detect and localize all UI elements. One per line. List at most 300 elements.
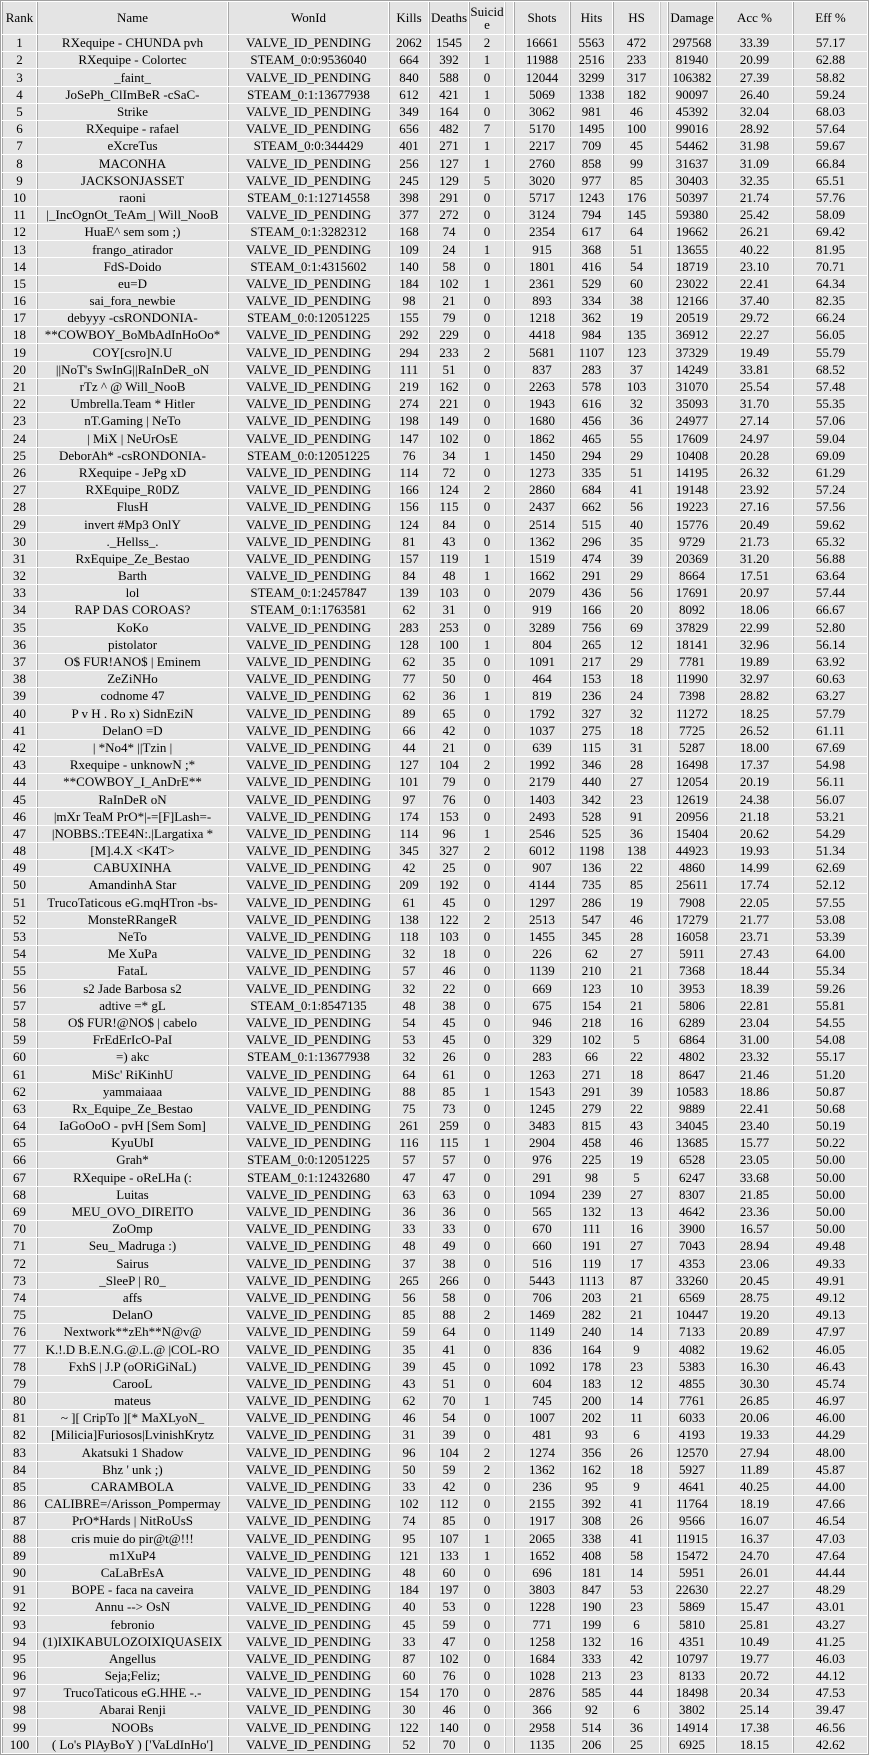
deaths-cell: 85 [429, 1513, 468, 1529]
damage-cell: 10447 [668, 1307, 715, 1323]
deaths-cell: 119 [429, 551, 468, 567]
table-row [2, 1479, 867, 1495]
efficiency-cell: 44.12 [793, 1668, 867, 1684]
shots-cell: 1297 [514, 894, 569, 910]
kills-cell: 60 [389, 1668, 428, 1684]
shots-cell: 819 [514, 688, 569, 704]
efficiency-cell: 66.24 [793, 310, 867, 326]
column-spacer [505, 448, 513, 464]
kills-cell: 42 [389, 860, 428, 876]
damage-cell: 16058 [668, 929, 715, 945]
suicide-cell: 2 [469, 1307, 504, 1323]
column-header-efficiency[interactable]: Eff % [793, 2, 867, 34]
efficiency-cell: 50.87 [793, 1083, 867, 1099]
hs-cell: 21 [613, 998, 659, 1014]
name-cell: ZeZiNHo [37, 671, 227, 687]
name-cell: ~ ][ CripTo ][* MaXLyoN_ [37, 1410, 227, 1426]
kills-cell: 50 [389, 1462, 428, 1478]
column-spacer [505, 35, 513, 51]
suicide-cell: 1 [469, 688, 504, 704]
hs-cell: 43 [613, 1118, 659, 1134]
name-cell: MiSc' RiKinhU [37, 1066, 227, 1082]
hits-cell: 984 [570, 327, 612, 343]
wonid-cell: VALVE_ID_PENDING [228, 1427, 388, 1443]
wonid-cell: VALVE_ID_PENDING [228, 946, 388, 962]
kills-cell: 98 [389, 293, 428, 309]
column-spacer [505, 1685, 513, 1701]
rank-cell: 12 [2, 224, 36, 240]
hits-cell: 191 [570, 1238, 612, 1254]
suicide-cell: 1 [469, 155, 504, 171]
suicide-cell: 2 [469, 35, 504, 51]
shots-cell: 226 [514, 946, 569, 962]
efficiency-cell: 47.53 [793, 1685, 867, 1701]
rank-cell: 18 [2, 327, 36, 343]
column-spacer [505, 379, 513, 395]
damage-cell: 16498 [668, 757, 715, 773]
rank-cell: 69 [2, 1204, 36, 1220]
deaths-cell: 64 [429, 1324, 468, 1340]
name-cell: Umbrella.Team * Hitler [37, 396, 227, 412]
wonid-cell: VALVE_ID_PENDING [228, 791, 388, 807]
efficiency-cell: 50.00 [793, 1152, 867, 1168]
column-spacer [660, 791, 667, 807]
wonid-cell: STEAM_0:0:12051225 [228, 310, 388, 326]
kills-cell: 39 [389, 1358, 428, 1374]
suicide-cell: 1 [469, 1135, 504, 1151]
name-cell: [Milicia]Furiosos|LvinishKrytz [37, 1427, 227, 1443]
accuracy-cell: 22.05 [716, 894, 792, 910]
hits-cell: 98 [570, 1169, 612, 1185]
column-header-damage[interactable]: Damage [668, 2, 715, 34]
hits-cell: 123 [570, 980, 612, 996]
damage-cell: 14195 [668, 465, 715, 481]
accuracy-cell: 18.25 [716, 705, 792, 721]
shots-cell: 2546 [514, 826, 569, 842]
name-cell: JACKSONJASSET [37, 173, 227, 189]
kills-cell: 138 [389, 912, 428, 928]
hs-cell: 23 [613, 791, 659, 807]
accuracy-cell: 37.40 [716, 293, 792, 309]
column-spacer [660, 104, 667, 120]
suicide-cell: 1 [469, 1530, 504, 1546]
deaths-cell: 482 [429, 121, 468, 137]
wonid-cell: VALVE_ID_PENDING [228, 826, 388, 842]
hits-cell: 362 [570, 310, 612, 326]
rank-cell: 75 [2, 1307, 36, 1323]
hits-cell: 132 [570, 1204, 612, 1220]
column-spacer [505, 1152, 513, 1168]
suicide-cell: 0 [469, 671, 504, 687]
efficiency-cell: 56.88 [793, 551, 867, 567]
hs-cell: 317 [613, 69, 659, 85]
kills-cell: 32 [389, 946, 428, 962]
damage-cell: 8647 [668, 1066, 715, 1082]
name-cell: Rx_Equipe_Ze_Bestao [37, 1101, 227, 1117]
table-row [2, 723, 867, 739]
hs-cell: 45 [613, 138, 659, 154]
column-spacer [505, 69, 513, 85]
hits-cell: 239 [570, 1187, 612, 1203]
table-row [2, 894, 867, 910]
deaths-cell: 84 [429, 516, 468, 532]
damage-cell: 11990 [668, 671, 715, 687]
accuracy-cell: 19.20 [716, 1307, 792, 1323]
wonid-cell: VALVE_ID_PENDING [228, 551, 388, 567]
deaths-cell: 107 [429, 1530, 468, 1546]
column-header-hs[interactable]: HS [613, 2, 659, 34]
hits-cell: 368 [570, 241, 612, 257]
kills-cell: 349 [389, 104, 428, 120]
suicide-cell: 0 [469, 808, 504, 824]
column-spacer [505, 740, 513, 756]
hits-cell: 847 [570, 1582, 612, 1598]
hits-cell: 514 [570, 1719, 612, 1735]
hits-cell: 977 [570, 173, 612, 189]
name-cell: ( Lo's PlAyBoY ) ['VaLdInHo'] [37, 1737, 227, 1753]
deaths-cell: 70 [429, 1737, 468, 1753]
wonid-cell: VALVE_ID_PENDING [228, 173, 388, 189]
hits-cell: 327 [570, 705, 612, 721]
rank-cell: 93 [2, 1616, 36, 1632]
wonid-cell: VALVE_ID_PENDING [228, 774, 388, 790]
accuracy-cell: 23.40 [716, 1118, 792, 1134]
damage-cell: 20519 [668, 310, 715, 326]
table-row [2, 1376, 867, 1392]
column-spacer [660, 35, 667, 51]
wonid-cell: STEAM_0:1:12714558 [228, 190, 388, 206]
wonid-cell: VALVE_ID_PENDING [228, 1221, 388, 1237]
accuracy-cell: 18.15 [716, 1737, 792, 1753]
hits-cell: 333 [570, 1651, 612, 1667]
column-spacer [660, 241, 667, 257]
column-spacer [660, 980, 667, 996]
damage-cell: 9566 [668, 1513, 715, 1529]
suicide-cell: 1 [469, 1083, 504, 1099]
column-header-name[interactable]: Name [37, 2, 227, 34]
deaths-cell: 421 [429, 87, 468, 103]
hs-cell: 9 [613, 1479, 659, 1495]
wonid-cell: VALVE_ID_PENDING [228, 344, 388, 360]
shots-cell: 1519 [514, 551, 569, 567]
table-row [2, 1255, 867, 1271]
wonid-cell: VALVE_ID_PENDING [228, 1118, 388, 1134]
table-row [2, 551, 867, 567]
shots-cell: 1218 [514, 310, 569, 326]
name-cell: TrucoTaticous eG.HHE -.- [37, 1685, 227, 1701]
deaths-cell: 79 [429, 774, 468, 790]
wonid-cell: VALVE_ID_PENDING [228, 637, 388, 653]
shots-cell: 1943 [514, 396, 569, 412]
column-spacer [660, 1221, 667, 1237]
column-spacer [660, 619, 667, 635]
suicide-cell: 0 [469, 791, 504, 807]
hits-cell: 2516 [570, 52, 612, 68]
shots-cell: 604 [514, 1376, 569, 1392]
column-header-shots[interactable]: Shots [514, 2, 569, 34]
efficiency-cell: 44.44 [793, 1565, 867, 1581]
table-row [2, 1169, 867, 1185]
hits-cell: 166 [570, 602, 612, 618]
table-row [2, 1341, 867, 1357]
column-spacer [660, 1719, 667, 1735]
rank-cell: 60 [2, 1049, 36, 1065]
column-header-accuracy[interactable]: Acc % [716, 2, 792, 34]
shots-cell: 1684 [514, 1651, 569, 1667]
column-spacer [660, 1290, 667, 1306]
efficiency-cell: 68.52 [793, 362, 867, 378]
efficiency-cell: 59.62 [793, 516, 867, 532]
hits-cell: 346 [570, 757, 612, 773]
damage-cell: 8664 [668, 568, 715, 584]
efficiency-cell: 46.03 [793, 1651, 867, 1667]
wonid-cell: VALVE_ID_PENDING [228, 740, 388, 756]
efficiency-cell: 46.05 [793, 1341, 867, 1357]
kills-cell: 114 [389, 465, 428, 481]
hits-cell: 458 [570, 1135, 612, 1151]
column-spacer [660, 1187, 667, 1203]
suicide-cell: 0 [469, 1341, 504, 1357]
damage-cell: 3802 [668, 1702, 715, 1718]
accuracy-cell: 26.52 [716, 723, 792, 739]
rank-cell: 35 [2, 619, 36, 635]
deaths-cell: 39 [429, 1427, 468, 1443]
suicide-cell: 0 [469, 1255, 504, 1271]
accuracy-cell: 21.74 [716, 190, 792, 206]
accuracy-cell: 11.89 [716, 1462, 792, 1478]
rank-cell: 22 [2, 396, 36, 412]
efficiency-cell: 54.29 [793, 826, 867, 842]
suicide-cell: 0 [469, 1066, 504, 1082]
damage-cell: 4353 [668, 1255, 715, 1271]
efficiency-cell: 53.39 [793, 929, 867, 945]
kills-cell: 398 [389, 190, 428, 206]
hs-cell: 28 [613, 757, 659, 773]
efficiency-cell: 57.24 [793, 482, 867, 498]
column-spacer [660, 1238, 667, 1254]
column-header-kills[interactable]: Kills [389, 2, 428, 34]
damage-cell: 8307 [668, 1187, 715, 1203]
damage-cell: 4641 [668, 1479, 715, 1495]
column-spacer [660, 1015, 667, 1031]
suicide-cell: 0 [469, 190, 504, 206]
hs-cell: 31 [613, 740, 659, 756]
column-spacer [660, 52, 667, 68]
hs-cell: 46 [613, 1135, 659, 1151]
shots-cell: 670 [514, 1221, 569, 1237]
name-cell: rTz ^ @ Will_NooB [37, 379, 227, 395]
column-spacer [660, 1376, 667, 1392]
table-row [2, 929, 867, 945]
damage-cell: 9729 [668, 533, 715, 549]
rank-cell: 65 [2, 1135, 36, 1151]
shots-cell: 2876 [514, 1685, 569, 1701]
efficiency-cell: 50.00 [793, 1204, 867, 1220]
suicide-cell: 0 [469, 430, 504, 446]
kills-cell: 62 [389, 688, 428, 704]
hs-cell: 145 [613, 207, 659, 223]
column-spacer [505, 516, 513, 532]
efficiency-cell: 47.97 [793, 1324, 867, 1340]
column-spacer [505, 1118, 513, 1134]
table-row [2, 1651, 867, 1667]
hs-cell: 135 [613, 327, 659, 343]
wonid-cell: VALVE_ID_PENDING [228, 35, 388, 51]
hs-cell: 18 [613, 1066, 659, 1082]
kills-cell: 198 [389, 413, 428, 429]
shots-cell: 1652 [514, 1548, 569, 1564]
wonid-cell: VALVE_ID_PENDING [228, 516, 388, 532]
efficiency-cell: 50.00 [793, 1187, 867, 1203]
table-row [2, 980, 867, 996]
rank-cell: 38 [2, 671, 36, 687]
kills-cell: 48 [389, 1238, 428, 1254]
wonid-cell: VALVE_ID_PENDING [228, 1101, 388, 1117]
suicide-cell: 0 [469, 1685, 504, 1701]
hs-cell: 39 [613, 1083, 659, 1099]
name-cell: DelanO =D [37, 723, 227, 739]
table-row [2, 448, 867, 464]
damage-cell: 10797 [668, 1651, 715, 1667]
name-cell: invert #Mp3 OnlY [37, 516, 227, 532]
damage-cell: 30403 [668, 173, 715, 189]
kills-cell: 109 [389, 241, 428, 257]
kills-cell: 140 [389, 258, 428, 274]
kills-cell: 256 [389, 155, 428, 171]
deaths-cell: 72 [429, 465, 468, 481]
shots-cell: 1228 [514, 1599, 569, 1615]
hits-cell: 183 [570, 1376, 612, 1392]
rank-cell: 33 [2, 585, 36, 601]
deaths-cell: 272 [429, 207, 468, 223]
table-row [2, 1307, 867, 1323]
name-cell: m1XuP4 [37, 1548, 227, 1564]
column-spacer [505, 619, 513, 635]
suicide-cell: 1 [469, 1393, 504, 1409]
column-header-deaths[interactable]: Deaths [429, 2, 468, 34]
shots-cell: 464 [514, 671, 569, 687]
damage-cell: 31637 [668, 155, 715, 171]
name-cell: RaInDeR oN [37, 791, 227, 807]
kills-cell: 74 [389, 1513, 428, 1529]
column-spacer [660, 774, 667, 790]
wonid-cell: STEAM_0:0:12051225 [228, 1152, 388, 1168]
hits-cell: 1495 [570, 121, 612, 137]
rank-cell: 55 [2, 963, 36, 979]
deaths-cell: 102 [429, 276, 468, 292]
rank-cell: 91 [2, 1582, 36, 1598]
deaths-cell: 74 [429, 224, 468, 240]
efficiency-cell: 50.00 [793, 1169, 867, 1185]
deaths-cell: 100 [429, 637, 468, 653]
deaths-cell: 259 [429, 1118, 468, 1134]
hits-cell: 547 [570, 912, 612, 928]
wonid-cell: STEAM_0:1:8547135 [228, 998, 388, 1014]
rank-cell: 40 [2, 705, 36, 721]
accuracy-cell: 23.05 [716, 1152, 792, 1168]
suicide-cell: 0 [469, 1221, 504, 1237]
column-spacer [505, 1719, 513, 1735]
column-spacer [660, 1083, 667, 1099]
column-spacer [660, 585, 667, 601]
hs-cell: 20 [613, 602, 659, 618]
shots-cell: 2065 [514, 1530, 569, 1546]
shots-cell: 1092 [514, 1358, 569, 1374]
name-cell: ||NoT's SwInG||RaInDeR_oN [37, 362, 227, 378]
suicide-cell: 0 [469, 327, 504, 343]
damage-cell: 7043 [668, 1238, 715, 1254]
efficiency-cell: 44.00 [793, 1479, 867, 1495]
hs-cell: 29 [613, 568, 659, 584]
shots-cell: 2760 [514, 155, 569, 171]
efficiency-cell: 59.26 [793, 980, 867, 996]
table-row [2, 1187, 867, 1203]
hs-cell: 19 [613, 894, 659, 910]
deaths-cell: 60 [429, 1565, 468, 1581]
rank-cell: 64 [2, 1118, 36, 1134]
kills-cell: 62 [389, 1393, 428, 1409]
damage-cell: 36912 [668, 327, 715, 343]
accuracy-cell: 14.99 [716, 860, 792, 876]
accuracy-cell: 25.42 [716, 207, 792, 223]
suicide-cell: 0 [469, 224, 504, 240]
column-spacer [505, 173, 513, 189]
suicide-cell: 0 [469, 1169, 504, 1185]
table-row [2, 533, 867, 549]
name-cell: _SleeP | R0_ [37, 1273, 227, 1289]
hs-cell: 13 [613, 1204, 659, 1220]
column-header-suicide[interactable]: Suicide [470, 4, 504, 32]
hits-cell: 709 [570, 138, 612, 154]
deaths-cell: 149 [429, 413, 468, 429]
accuracy-cell: 19.89 [716, 654, 792, 670]
column-spacer [505, 310, 513, 326]
column-spacer [505, 705, 513, 721]
shots-cell: 2513 [514, 912, 569, 928]
rank-cell: 4 [2, 87, 36, 103]
efficiency-cell: 58.09 [793, 207, 867, 223]
shots-cell: 5069 [514, 87, 569, 103]
column-header-hits[interactable]: Hits [570, 2, 612, 34]
table-row [2, 104, 867, 120]
column-spacer [660, 1255, 667, 1271]
kills-cell: 274 [389, 396, 428, 412]
table-row [2, 912, 867, 928]
column-spacer [505, 826, 513, 842]
column-header-wonid[interactable]: WonId [228, 2, 388, 34]
accuracy-cell: 16.30 [716, 1358, 792, 1374]
name-cell: RXequipe - rafael [37, 121, 227, 137]
kills-cell: 261 [389, 1118, 428, 1134]
efficiency-cell: 41.25 [793, 1633, 867, 1649]
column-spacer [505, 258, 513, 274]
hs-cell: 56 [613, 585, 659, 601]
kills-cell: 63 [389, 1187, 428, 1203]
column-spacer [660, 1135, 667, 1151]
rank-cell: 70 [2, 1221, 36, 1237]
column-header-rank[interactable]: Rank [2, 2, 36, 34]
kills-cell: 32 [389, 1049, 428, 1065]
table-row [2, 276, 867, 292]
kills-cell: 48 [389, 998, 428, 1014]
hs-cell: 22 [613, 1049, 659, 1065]
suicide-cell: 0 [469, 1410, 504, 1426]
deaths-cell: 73 [429, 1101, 468, 1117]
shots-cell: 2493 [514, 808, 569, 824]
hits-cell: 416 [570, 258, 612, 274]
name-cell: sai_fora_newbie [37, 293, 227, 309]
column-spacer [505, 1444, 513, 1460]
